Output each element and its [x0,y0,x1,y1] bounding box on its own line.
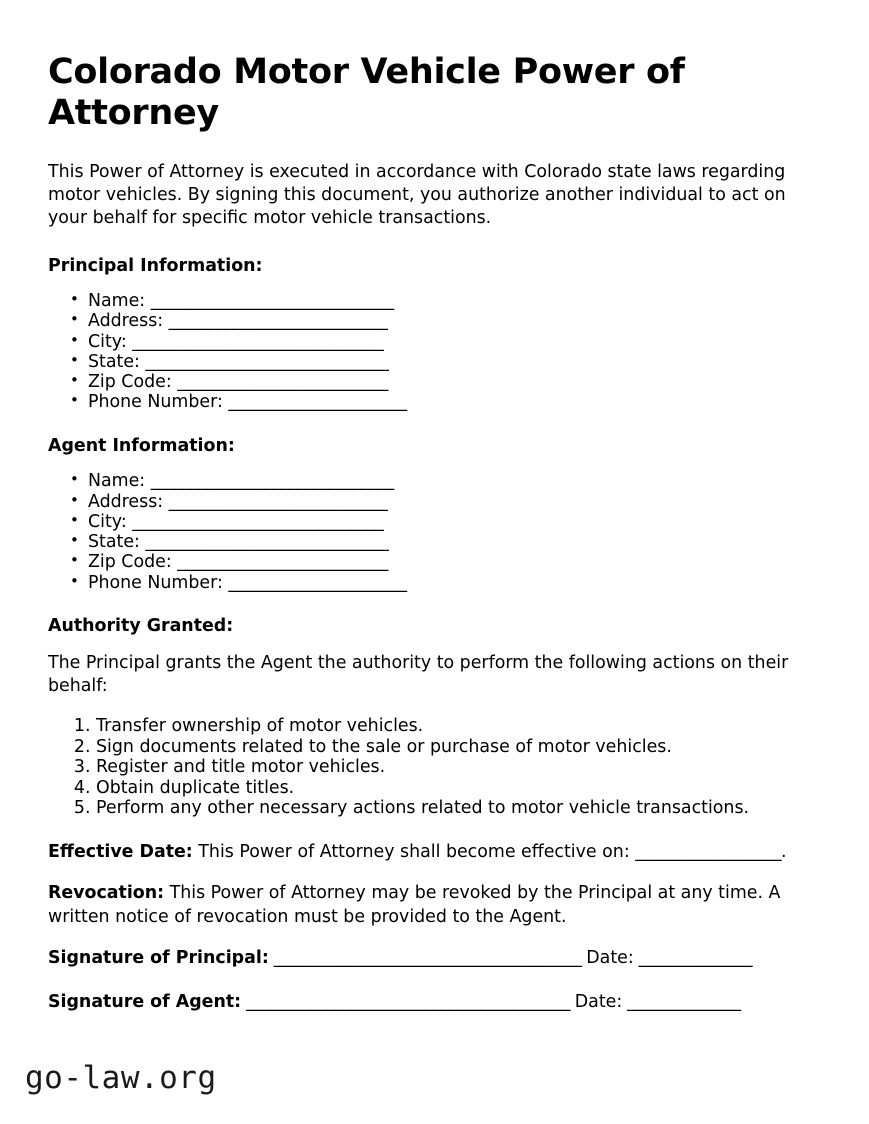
list-item: 3. Register and title motor vehicles. [96,757,820,778]
field-label: State: [88,532,146,553]
effective-date-text: This Power of Attorney shall become effective on: [192,841,636,862]
field-label: State: [88,351,146,372]
page-title: Colorado Motor Vehicle Power of Attorney [48,52,685,134]
date-label: Date: [574,992,623,1013]
authority-granted-heading: Authority Granted: [48,615,234,636]
field-label: Phone Number: [88,572,229,593]
field-blank[interactable]: ______________________ [228,392,407,413]
list-item [88,512,820,532]
field-blank[interactable]: ______________________________ [145,351,389,372]
field-blank[interactable]: ______________________ [228,572,407,593]
authority-list [48,716,820,819]
signature-block [48,947,820,1014]
list-item: 2. Sign documents related to the sale or purchase of motor vehicles. [96,737,820,758]
effective-date-blank[interactable]: __________________ [635,841,781,862]
signature-principal-label: Signature of Principal: [48,947,269,968]
signature-principal-blank[interactable]: ______________________________________ [268,947,587,968]
list-item [88,392,820,412]
field-blank[interactable]: _______________________________ [132,331,384,352]
field-label: Address: [88,311,169,332]
field-blank[interactable]: ______________________________ [150,471,394,492]
list-item [88,291,820,311]
field-label: Zip Code: [88,552,178,573]
signature-agent-blank[interactable]: ________________________________________ [241,992,575,1013]
list-item [88,372,820,392]
list-item [88,332,820,352]
field-label: Address: [88,491,169,512]
field-label: City: [88,331,133,352]
field-label: Name: [88,291,151,312]
signature-agent-date-blank[interactable]: ______________ [622,992,741,1013]
principal-information-heading: Principal Information: [48,255,263,276]
field-label: Name: [88,471,151,492]
field-blank[interactable]: __________________________ [177,372,388,393]
effective-date-label: Effective Date: [48,841,193,862]
signature-principal-line [48,947,820,970]
list-item: 5. Perform any other necessary actions related to motor vehicle transactions. [96,798,820,819]
list-item [88,311,820,331]
revocation-text: This Power of Attorney may be revoked by the Principal at any time. A written notice of revocation must be provided to the Agent. [48,883,781,927]
footer-watermark: go-law.org [25,1060,217,1096]
signature-agent-label: Signature of Agent: [48,992,242,1013]
revocation-line [48,882,820,929]
effective-date-line [48,841,820,864]
field-blank[interactable]: _______________________________ [132,511,384,532]
field-blank[interactable]: ___________________________ [168,311,388,332]
field-label: Zip Code: [88,372,178,393]
field-blank[interactable]: ______________________________ [150,291,394,312]
field-blank[interactable]: ______________________________ [145,532,389,553]
intro-paragraph: This Power of Attorney is executed in accordance with Colorado state laws regarding motor vehicles. By signing this document, you authorize another individual to act on your behalf for specific motor vehicle transactions. [48,161,786,229]
field-label: Phone Number: [88,392,229,413]
list-item [88,573,820,593]
field-blank[interactable]: ___________________________ [168,491,388,512]
document-content [48,52,820,1036]
list-item: 1. Transfer ownership of motor vehicles. [96,716,820,737]
list-item [88,532,820,552]
agent-information-heading: Agent Information: [48,435,235,456]
principal-field-list [48,291,820,413]
field-blank[interactable]: __________________________ [177,552,388,573]
signature-principal-date-blank[interactable]: ______________ [633,947,752,968]
date-label: Date: [586,947,634,968]
signature-agent-line [48,991,820,1014]
authority-intro: The Principal grants the Agent the authority to perform the following actions on their behalf: [48,652,789,696]
effective-date-suffix: . [780,841,787,862]
list-item [88,471,820,491]
list-item [88,552,820,572]
list-item [88,492,820,512]
revocation-label: Revocation: [48,883,165,904]
list-item [88,352,820,372]
agent-field-list [48,471,820,593]
field-label: City: [88,511,133,532]
list-item: 4. Obtain duplicate titles. [96,778,820,799]
